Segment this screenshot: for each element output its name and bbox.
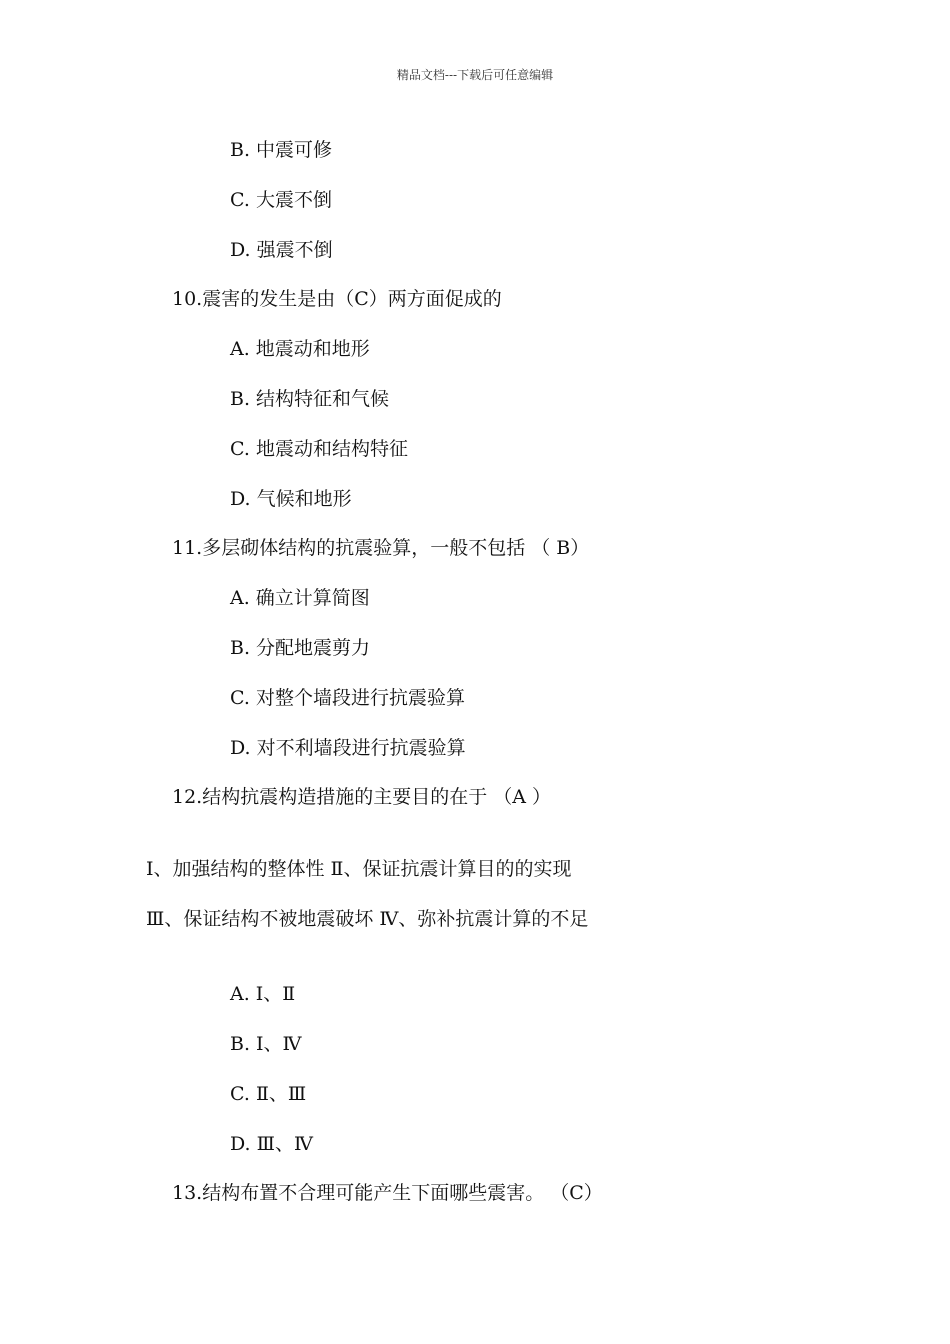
q10-option-a: A. 地震动和地形 (230, 338, 370, 360)
q11-option-a: A. 确立计算简图 (230, 587, 370, 609)
question-10: 10.震害的发生是由（C）两方面促成的 (172, 288, 502, 310)
option-c-major-quake: C. 大震不倒 (230, 189, 332, 211)
q12-option-c: C. Ⅱ、Ⅲ (230, 1083, 307, 1105)
q11-option-b: B. 分配地震剪力 (230, 637, 371, 659)
question-12: 12.结构抗震构造措施的主要目的在于 （A ） (172, 786, 552, 808)
q12-statement-2: Ⅲ、保证结构不被地震破坏 Ⅳ、弥补抗震计算的不足 (146, 908, 589, 930)
q11-option-d: D. 对不利墙段进行抗震验算 (230, 737, 466, 759)
page-header: 精品文档---下载后可任意编辑 (396, 68, 554, 82)
option-d-strong-quake: D. 强震不倒 (230, 239, 333, 261)
q12-option-b: B. Ⅰ、Ⅳ (230, 1033, 302, 1055)
q12-option-d: D. Ⅲ、Ⅳ (230, 1133, 313, 1155)
q12-option-a: A. Ⅰ、Ⅱ (230, 983, 296, 1005)
q12-statement-1: Ⅰ、加强结构的整体性 Ⅱ、保证抗震计算目的的实现 (146, 858, 572, 880)
question-11: 11.多层砌体结构的抗震验算，一般不包括 （ B） (172, 537, 590, 559)
q10-option-b: B. 结构特征和气候 (230, 388, 390, 410)
question-13: 13.结构布置不合理可能产生下面哪些震害。 （C） (172, 1182, 603, 1204)
q10-option-d: D. 气候和地形 (230, 488, 352, 510)
q11-option-c: C. 对整个墙段进行抗震验算 (230, 687, 465, 709)
option-b-moderate-quake: B. 中震可修 (230, 139, 333, 161)
q10-option-c: C. 地震动和结构特征 (230, 438, 408, 460)
